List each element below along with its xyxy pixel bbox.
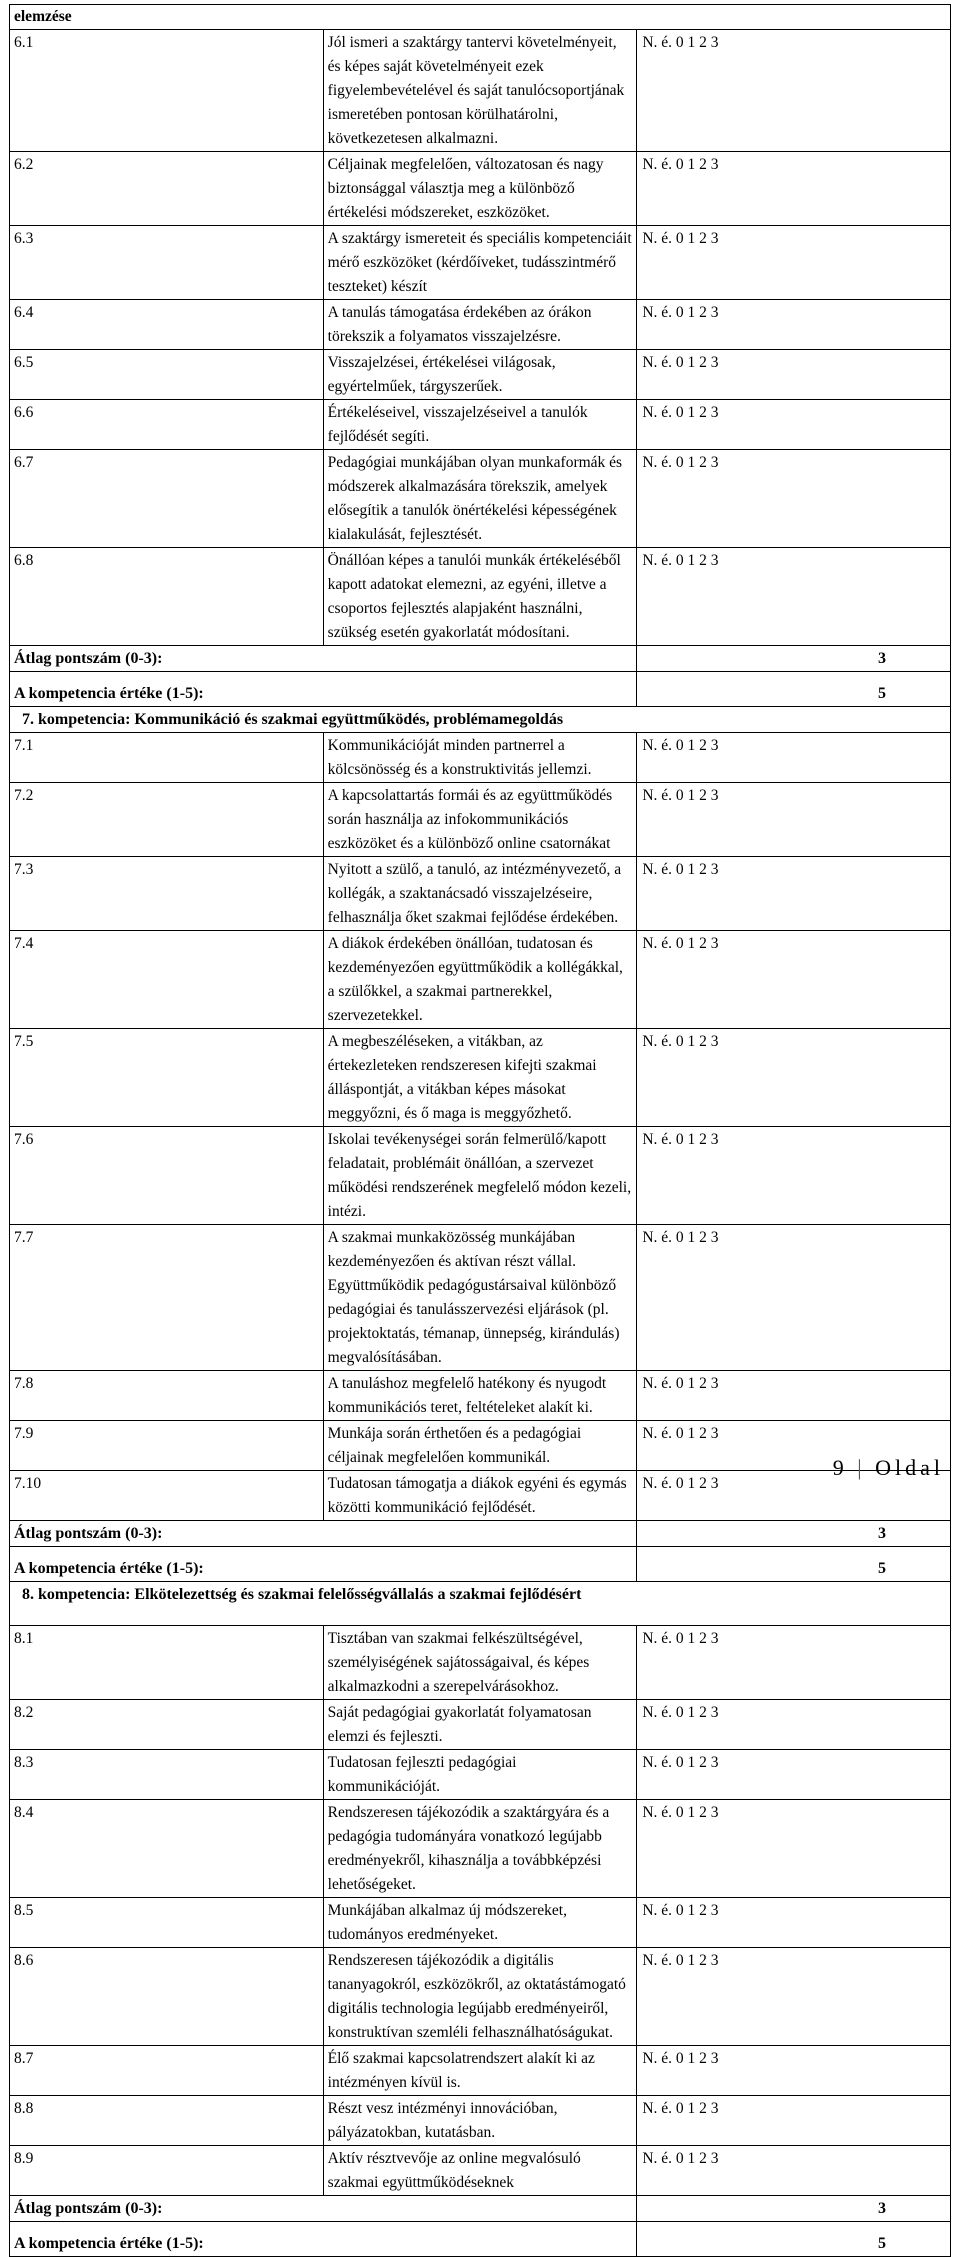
item-text: A kapcsolattartás formái és az együttműködés során használja az infokommunikációs eszközöket és a különböző online csatornákat: [323, 783, 637, 857]
score-options[interactable]: N. é. 0 1 2 3: [637, 400, 951, 450]
item-number: 7.1: [10, 733, 324, 783]
item-number: 8.2: [10, 1700, 324, 1750]
table-row: [10, 1750, 951, 1800]
table-row: [10, 152, 951, 226]
score-options[interactable]: N. é. 0 1 2 3: [637, 1471, 951, 1521]
average-score-row: [10, 2196, 951, 2222]
table-row: [10, 931, 951, 1029]
score-options[interactable]: N. é. 0 1 2 3: [637, 1750, 951, 1800]
item-number: 6.4: [10, 300, 324, 350]
item-text: A szaktárgy ismereteit és speciális kompetenciáit mérő eszközöket (kérdőíveket, tudásszintmérő teszteket) készít: [323, 226, 637, 300]
item-number: 7.7: [10, 1225, 324, 1371]
table-row: [10, 30, 951, 152]
table-row: [10, 1948, 951, 2046]
table-row: [10, 857, 951, 931]
average-score-row: [10, 646, 951, 672]
competency-table: [9, 4, 951, 2257]
item-number: 6.5: [10, 350, 324, 400]
item-text: A tanuláshoz megfelelő hatékony és nyugodt kommunikációs teret, feltételeket alakít ki.: [323, 1371, 637, 1421]
score-options[interactable]: N. é. 0 1 2 3: [637, 2096, 951, 2146]
average-score-value[interactable]: 3: [637, 646, 951, 672]
item-text: Aktív résztvevője az online megvalósuló szakmai együttműködéseknek: [323, 2146, 637, 2196]
item-text: Munkájában alkalmaz új módszereket, tudományos eredményeket.: [323, 1898, 637, 1948]
item-number: 8.4: [10, 1800, 324, 1898]
item-text: A tanulás támogatása érdekében az órákon törekszik a folyamatos visszajelzésre.: [323, 300, 637, 350]
table-row: [10, 1371, 951, 1421]
item-text: Rendszeresen tájékozódik a digitális tananyagokról, eszközökről, az oktatástámogató digitális technologia legújabb eredményeiről, konstruktívan szemléli felhasználhatóságukat.: [323, 1948, 637, 2046]
score-options[interactable]: N. é. 0 1 2 3: [637, 1029, 951, 1127]
item-number: 8.5: [10, 1898, 324, 1948]
score-options[interactable]: N. é. 0 1 2 3: [637, 548, 951, 646]
score-options[interactable]: N. é. 0 1 2 3: [637, 2146, 951, 2196]
item-text: A szakmai munkaközösség munkájában kezdeményezően és aktívan részt vállal. Együttműködik pedagógustársaival különböző pedagógiai és tanulásszervezési eljárások (pl. projektoktatás, témanap, ünnepség, kirándulás) megvalósításában.: [323, 1225, 637, 1371]
score-options[interactable]: N. é. 0 1 2 3: [637, 733, 951, 783]
item-number: 7.2: [10, 783, 324, 857]
item-text: Pedagógiai munkájában olyan munkaformák és módszerek alkalmazására törekszik, amelyek elősegítik a tanulók önértékelési képességének kialakulását, fejlesztését.: [323, 450, 637, 548]
item-number: 7.5: [10, 1029, 324, 1127]
page-word: Oldal: [875, 1455, 944, 1480]
table-row: [10, 1225, 951, 1371]
item-number: 6.1: [10, 30, 324, 152]
table-row: [10, 2096, 951, 2146]
item-text: Tudatosan fejleszti pedagógiai kommunikációját.: [323, 1750, 637, 1800]
table-row: [10, 400, 951, 450]
item-number: 6.7: [10, 450, 324, 548]
table-row: [10, 1800, 951, 1898]
competency-value-label: A kompetencia értéke (1-5):: [10, 1547, 637, 1582]
item-number: 8.6: [10, 1948, 324, 2046]
score-options[interactable]: N. é. 0 1 2 3: [637, 226, 951, 300]
table-row: [10, 1626, 951, 1700]
item-number: 7.3: [10, 857, 324, 931]
page-number: 9: [832, 1455, 848, 1480]
item-text: Jól ismeri a szaktárgy tantervi követelményeit, és képes saját követelményeit ezek figyelembevételével és saját tanulócsoportjának ismeretében pontosan körülhatárolni, következetesen alkalmazni.: [323, 30, 637, 152]
score-options[interactable]: N. é. 0 1 2 3: [637, 1371, 951, 1421]
score-options[interactable]: N. é. 0 1 2 3: [637, 1898, 951, 1948]
section-title: 8. kompetencia: Elkötelezettség és szakmai felelősségvállalás a szakmai fejlődésért: [10, 1582, 951, 1626]
item-number: 6.2: [10, 152, 324, 226]
score-options[interactable]: N. é. 0 1 2 3: [637, 1127, 951, 1225]
table-row: [10, 450, 951, 548]
competency-value[interactable]: 5: [637, 1547, 951, 1582]
table-row: [10, 548, 951, 646]
table-row: [10, 2146, 951, 2196]
item-text: Visszajelzései, értékelései világosak, egyértelműek, tárgyszerűek.: [323, 350, 637, 400]
evaluation-page: [9, 4, 951, 2257]
table-row: [10, 1898, 951, 1948]
score-options[interactable]: N. é. 0 1 2 3: [637, 1700, 951, 1750]
competency-value-row: [10, 672, 951, 707]
section-title-row: [10, 1582, 951, 1626]
item-text: Nyitott a szülő, a tanuló, az intézményvezető, a kollégák, a szaktanácsadó visszajelzéseire, felhasználja őket szakmai fejlődése érdekében.: [323, 857, 637, 931]
footer-separator: |: [857, 1455, 866, 1480]
score-options[interactable]: N. é. 0 1 2 3: [637, 783, 951, 857]
item-text: Értékeléseivel, visszajelzéseivel a tanulók fejlődését segíti.: [323, 400, 637, 450]
item-number: 6.3: [10, 226, 324, 300]
average-score-label: Átlag pontszám (0-3):: [10, 1521, 637, 1547]
score-options[interactable]: N. é. 0 1 2 3: [637, 1225, 951, 1371]
header-label: elemzése: [10, 5, 951, 30]
item-number: 7.6: [10, 1127, 324, 1225]
item-text: Céljainak megfelelően, változatosan és nagy biztonsággal választja meg a különböző értékelési módszereket, eszközöket.: [323, 152, 637, 226]
item-text: Kommunikációját minden partnerrel a kölcsönösség és a konstruktivitás jellemzi.: [323, 733, 637, 783]
item-text: A megbeszéléseken, a vitákban, az értekezleteken rendszeresen kifejti szakmai álláspontját, a vitákban képes másokat meggyőzni, és ő maga is meggyőzhető.: [323, 1029, 637, 1127]
table-row: [10, 2046, 951, 2096]
score-options[interactable]: N. é. 0 1 2 3: [637, 931, 951, 1029]
table-row: [10, 1127, 951, 1225]
item-number: 8.1: [10, 1626, 324, 1700]
score-options[interactable]: N. é. 0 1 2 3: [637, 350, 951, 400]
section-header-row: [10, 5, 951, 30]
table-row: [10, 300, 951, 350]
average-score-label: Átlag pontszám (0-3):: [10, 2196, 637, 2222]
score-options[interactable]: N. é. 0 1 2 3: [637, 2046, 951, 2096]
average-score-row: [10, 1521, 951, 1547]
item-text: Tisztában van szakmai felkészültségével, személyiségének sajátosságaival, és képes alkalmazkodni a szerepelvárásokhoz.: [323, 1626, 637, 1700]
average-score-label: Átlag pontszám (0-3):: [10, 646, 637, 672]
item-text: Tudatosan támogatja a diákok egyéni és egymás közötti kommunikáció fejlődését.: [323, 1471, 637, 1521]
score-options[interactable]: N. é. 0 1 2 3: [637, 300, 951, 350]
table-row: [10, 1471, 951, 1521]
item-text: Saját pedagógiai gyakorlatát folyamatosan elemzi és fejleszti.: [323, 1700, 637, 1750]
item-number: 7.10: [10, 1471, 324, 1521]
competency-value-label: A kompetencia értéke (1-5):: [10, 672, 637, 707]
competency-value-row: [10, 1547, 951, 1582]
table-row: [10, 783, 951, 857]
item-number: 7.9: [10, 1421, 324, 1471]
item-number: 6.8: [10, 548, 324, 646]
competency-value[interactable]: 5: [637, 2222, 951, 2257]
section-title-row: [10, 707, 951, 733]
score-options[interactable]: N. é. 0 1 2 3: [637, 152, 951, 226]
competency-value-row: [10, 2222, 951, 2257]
table-row: [10, 1421, 951, 1471]
item-text: A diákok érdekében önállóan, tudatosan és kezdeményezően együttműködik a kollégákkal, a szülőkkel, a szakmai partnerekkel, szervezetekkel.: [323, 931, 637, 1029]
score-options[interactable]: N. é. 0 1 2 3: [637, 1626, 951, 1700]
item-number: 8.8: [10, 2096, 324, 2146]
average-score-value[interactable]: 3: [637, 1521, 951, 1547]
section-title: 7. kompetencia: Kommunikáció és szakmai együttműködés, problémamegoldás: [10, 707, 951, 733]
table-row: [10, 1700, 951, 1750]
score-options[interactable]: N. é. 0 1 2 3: [637, 1421, 951, 1471]
score-options[interactable]: N. é. 0 1 2 3: [637, 450, 951, 548]
item-text: Rendszeresen tájékozódik a szaktárgyára és a pedagógia tudományára vonatkozó legújabb eredményekről, kihasználja a továbbképzési lehetőségeket.: [323, 1800, 637, 1898]
table-row: [10, 226, 951, 300]
item-number: 8.3: [10, 1750, 324, 1800]
score-options[interactable]: N. é. 0 1 2 3: [637, 1800, 951, 1898]
score-options[interactable]: N. é. 0 1 2 3: [637, 1948, 951, 2046]
item-text: Részt vesz intézményi innovációban, pályázatokban, kutatásban.: [323, 2096, 637, 2146]
table-row: [10, 733, 951, 783]
competency-value-label: A kompetencia értéke (1-5):: [10, 2222, 637, 2257]
item-number: 8.9: [10, 2146, 324, 2196]
table-row: [10, 1029, 951, 1127]
table-row: [10, 350, 951, 400]
item-text: Önállóan képes a tanulói munkák értékeléséből kapott adatokat elemezni, az egyéni, illetve a csoportos fejlesztés alapjaként használni, szükség esetén gyakorlatát módosítani.: [323, 548, 637, 646]
item-number: 7.4: [10, 931, 324, 1029]
item-text: Élő szakmai kapcsolatrendszert alakít ki az intézményen kívül is.: [323, 2046, 637, 2096]
item-number: 7.8: [10, 1371, 324, 1421]
competency-value[interactable]: 5: [637, 672, 951, 707]
item-text: Munkája során érthetően és a pedagógiai céljainak megfelelően kommunikál.: [323, 1421, 637, 1471]
page-footer: [833, 1455, 944, 1481]
score-options[interactable]: N. é. 0 1 2 3: [637, 30, 951, 152]
score-options[interactable]: N. é. 0 1 2 3: [637, 857, 951, 931]
item-number: 6.6: [10, 400, 324, 450]
item-number: 8.7: [10, 2046, 324, 2096]
item-text: Iskolai tevékenységei során felmerülő/kapott feladatait, problémáit önállóan, a szervezet működési rendszerének megfelelő módon kezeli, intézi.: [323, 1127, 637, 1225]
average-score-value[interactable]: 3: [637, 2196, 951, 2222]
